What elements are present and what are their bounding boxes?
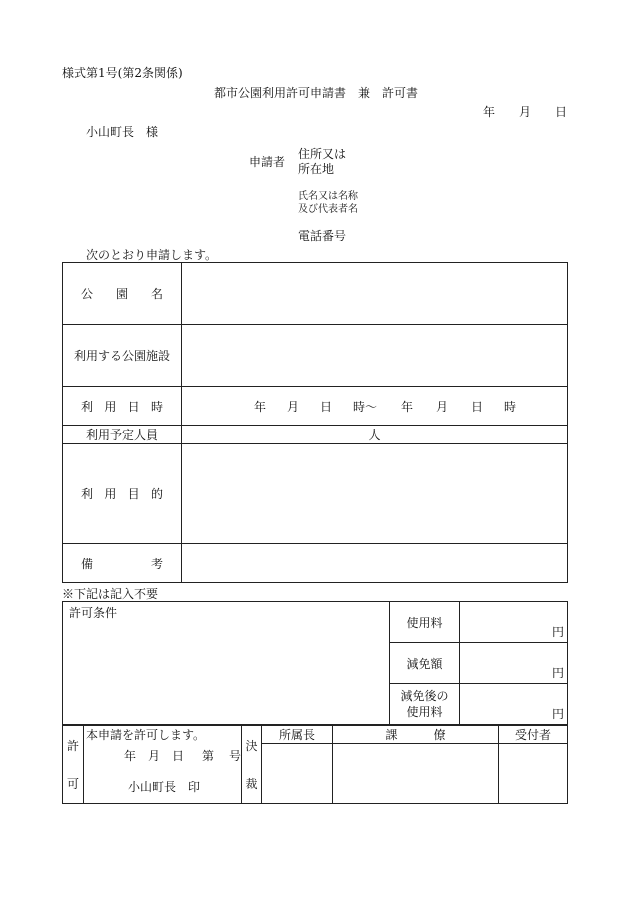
permit-text: 本申請を許可します。 — [86, 728, 206, 742]
reduction-label: 減免額 — [390, 643, 460, 684]
dept-head-stamp[interactable] — [262, 744, 333, 804]
row-purpose — [63, 444, 568, 544]
section-label: 課 僚 — [333, 726, 499, 744]
address-label-2: 所在地 — [298, 162, 335, 176]
name-label-1: 氏名又は名称 — [298, 191, 358, 202]
remarks-field[interactable] — [182, 544, 568, 583]
row-people — [63, 426, 568, 444]
note-text: ※下記は記入不要 — [62, 587, 159, 601]
conditions-label: 許可条件 — [69, 606, 118, 620]
application-table — [62, 262, 568, 583]
reduction-field[interactable]: 円 — [460, 643, 568, 684]
row-datetime — [63, 387, 568, 426]
facility-label: 利用する公園施設 — [63, 325, 182, 387]
permit-cell — [84, 726, 242, 804]
permit-sign: 小山町長 印 — [128, 780, 201, 794]
purpose-label: 利 用 目 的 — [63, 444, 182, 544]
park-name-label: 公 園 名 — [63, 263, 182, 325]
name-label-2: 及び代表者名 — [298, 204, 358, 215]
after-reduction-label: 減免後の 使用料 — [390, 684, 460, 725]
dept-head-label: 所属長 — [262, 726, 333, 744]
conditions-cell — [63, 602, 390, 725]
row-park-name — [63, 263, 568, 325]
receiver-label: 受付者 — [499, 726, 568, 744]
decision-vertical: 決 裁 — [242, 726, 262, 804]
section-stamp[interactable] — [333, 744, 499, 804]
facility-field[interactable] — [182, 325, 568, 387]
approval-table — [62, 725, 568, 804]
datetime-field[interactable]: 年 月 日 時〜 年 月 日 時 — [182, 387, 568, 426]
intro-text: 次のとおり申請します。 — [86, 248, 218, 262]
phone-label: 電話番号 — [298, 229, 347, 243]
fee-table — [62, 601, 568, 725]
after-reduction-field[interactable]: 円 — [460, 684, 568, 725]
park-name-field[interactable] — [182, 263, 568, 325]
people-label: 利用予定人員 — [63, 426, 182, 444]
people-unit: 人 — [368, 428, 381, 442]
date-year: 年 — [483, 105, 496, 119]
usage-fee-field[interactable]: 円 — [460, 602, 568, 643]
usage-fee-label: 使用料 — [390, 602, 460, 643]
applicant-label: 申請者 — [249, 155, 286, 169]
addressee: 小山町長 様 — [86, 125, 159, 139]
row-remarks — [63, 544, 568, 583]
remarks-label: 備 考 — [63, 544, 182, 583]
people-field[interactable] — [182, 426, 568, 444]
permit-vertical: 許 可 — [63, 726, 84, 804]
date-day: 日 — [555, 105, 568, 119]
form-title: 都市公園利用許可申請書 兼 許可書 — [214, 86, 419, 100]
datetime-label: 利 用 日 時 — [63, 387, 182, 426]
receiver-stamp[interactable] — [499, 744, 568, 804]
date-month: 月 — [519, 105, 532, 119]
address-label-1: 住所又は — [298, 147, 347, 161]
purpose-field[interactable] — [182, 444, 568, 544]
form-number: 様式第1号(第2条関係) — [62, 66, 183, 80]
permit-date: 年 月 日 第 号 — [124, 749, 242, 763]
row-facility — [63, 325, 568, 387]
